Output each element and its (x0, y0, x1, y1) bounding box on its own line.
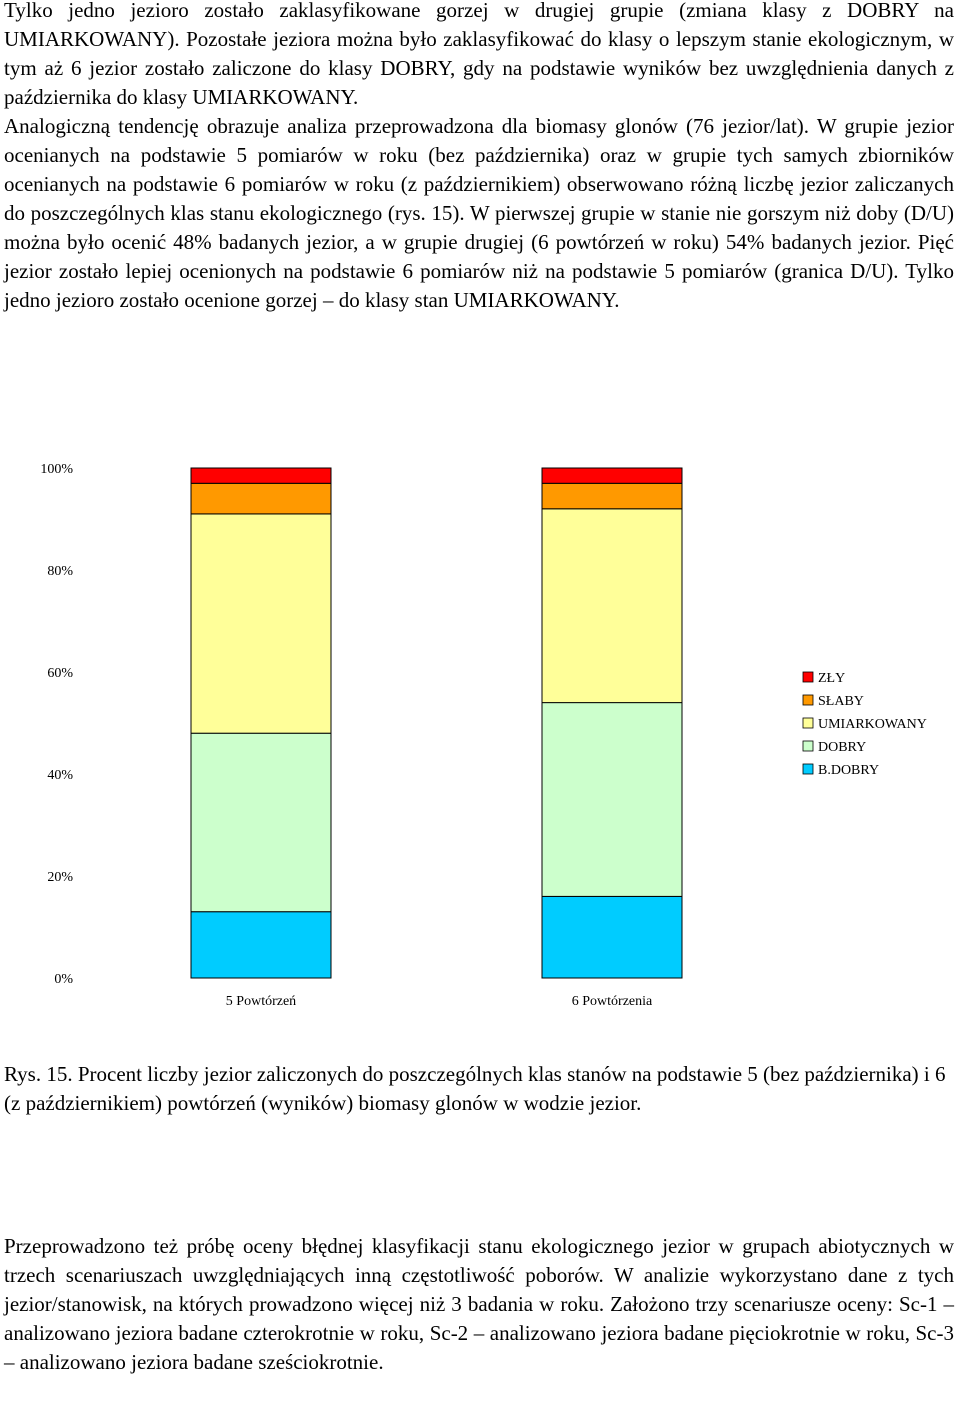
y-tick-label: 60% (47, 666, 73, 681)
paragraph-1-text: Tylko jedno jezioro zostało zaklasyfikowane gorzej w drugiej grupie (zmiana klasy z DOBRY na UMIARKOWANY). Pozostałe jeziora można było zaklasyfikować do klasy o lepszym stanie ekologicznym, w tym aż 6 jezior zostało zaliczone do klasy DOBRY, gdy na podstawie wyników bez uwzględnienia danych z października do klasy UMIARKOWANY. (4, 0, 954, 109)
bar-segment-umiarkowany (191, 514, 331, 733)
legend-label: DOBRY (818, 740, 867, 755)
legend-swatch (803, 718, 813, 728)
y-tick-label: 0% (54, 972, 73, 987)
y-tick-label: 40% (47, 768, 73, 783)
bar-segment-b-dobry (191, 912, 331, 978)
bar-segment-umiarkowany (542, 509, 682, 703)
bar-segment-z-y (542, 468, 682, 483)
x-category-label: 6 Powtórzenia (571, 994, 653, 1009)
bar-segment-z-y (191, 468, 331, 483)
bar-segment-b-dobry (542, 896, 682, 978)
legend-swatch (803, 695, 813, 705)
bar-segment-dobry (542, 703, 682, 897)
bar-segment-s-aby (542, 483, 682, 509)
x-category-label: 5 Powtórzeń (225, 994, 297, 1009)
legend-swatch (803, 741, 813, 751)
legend-swatch (803, 672, 813, 682)
legend-label: SŁABY (818, 694, 864, 709)
y-tick-label: 80% (47, 564, 73, 579)
paragraph-2-text: Analogiczną tendencję obrazuje analiza przeprowadzona dla biomasy glonów (76 jezior/lat). W grupie jezior ocenianych na podstawie 5 pomiarów w roku (bez października) oraz w grupie tych samych zbiorników ocenianych na podstawie 6 pomiarów w roku (z październikiem) obserwowano różną liczbę jezior zaliczanych do poszczególnych klas stanu ekologicznego (rys. 15). W pierwszej grupie w stanie nie gorszym niż doby (D/U) można było ocenić 48% badanych jezior, a w grupie drugiej (6 powtórzeń w roku) 54% badanych jezior. Pięć jezior zostało lepiej ocenionych na podstawie 6 pomiarów niż na podstawie 5 pomiarów (granica D/U). Tylko jedno jezioro zostało ocenione gorzej – do klasy stan UMIARKOWANY. (4, 114, 954, 312)
stacked-bar-chart (0, 440, 960, 1020)
legend-label: UMIARKOWANY (818, 717, 927, 732)
chart-plot-area (40, 462, 927, 1009)
legend-label: ZŁY (818, 671, 846, 686)
y-tick-label: 100% (40, 462, 73, 477)
figure-caption: Rys. 15. Procent liczby jezior zaliczonych do poszczególnych klas stanów na podstawie 5 (bez października) i 6 (z październikiem) powtórzeń (wyników) biomasy glonów w wodzie jezior. (4, 1062, 946, 1115)
legend-swatch (803, 764, 813, 774)
y-tick-label: 20% (47, 870, 73, 885)
bar-segment-dobry (191, 733, 331, 912)
bar-segment-s-aby (191, 483, 331, 514)
paragraph-top (4, 0, 954, 315)
legend-label: B.DOBRY (818, 763, 880, 778)
paragraph-bottom: Przeprowadzono też próbę oceny błędnej klasyfikacji stanu ekologicznego jezior w grupach abiotycznych w trzech scenariuszach uwzględniających inną częstotliwość poborów. W analizie wykorzystano dane z tych jezior/stanowisk, na których prowadzono więcej niż 3 badania w roku. Założono trzy scenariusze oceny: Sc-1 – analizowano jeziora badane czterokrotnie w roku, Sc-2 – analizowano jeziora badane pięciokrotnie w roku, Sc-3 – analizowano jeziora badane sześciokrotnie. (4, 1234, 954, 1374)
